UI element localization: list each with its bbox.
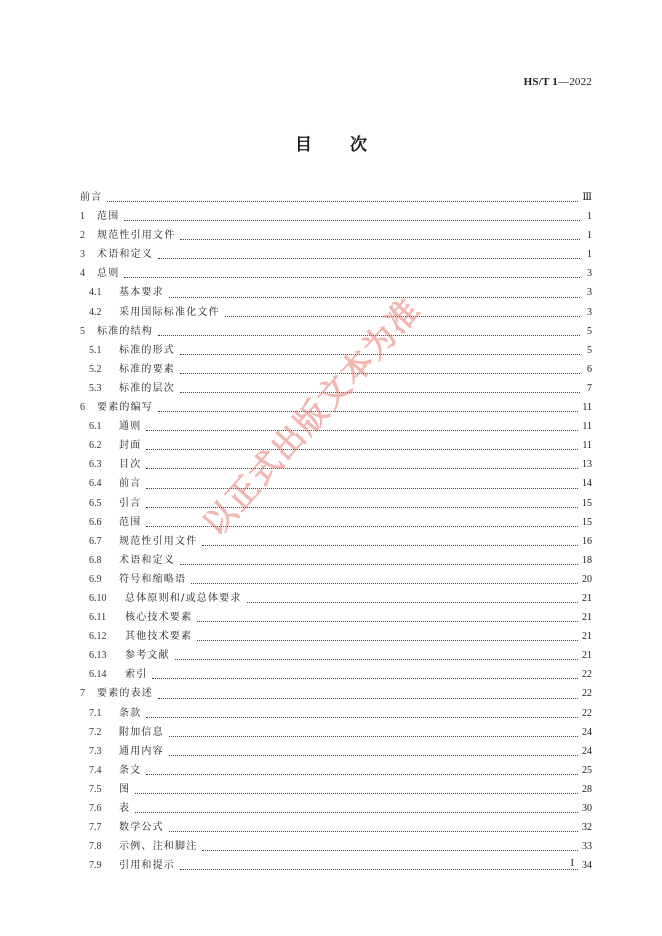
dot-leader [197,621,578,622]
toc-entry-number: 5.2 [89,363,102,375]
toc-entry-label: 范围 [119,516,142,528]
dot-leader [146,526,578,527]
toc-entry-number: 6.3 [89,459,102,471]
toc-entry-label: 采用国际标准化文件 [119,306,220,318]
toc-entry[interactable] [80,207,592,226]
toc-entry-number: 7.6 [89,803,102,814]
toc-entry-number: 4 [80,268,85,280]
toc-entry-page: 11 [582,440,592,452]
toc-entry[interactable] [80,589,592,608]
toc-entry-label: 术语和定义 [119,554,175,566]
toc-entry[interactable] [80,627,592,646]
dot-leader [146,449,578,450]
dot-leader [247,602,578,603]
toc-entry-number: 6.9 [89,573,102,585]
dot-leader [202,545,578,546]
dot-leader [169,755,578,756]
standard-code [524,76,592,88]
dot-leader [135,812,578,813]
toc-entry[interactable] [80,856,592,875]
toc-entry[interactable] [80,341,592,360]
toc-entry-page: 5 [587,344,592,356]
toc-entry-page: 6 [587,363,592,375]
toc-entry-label: 基本要求 [119,287,164,299]
dot-leader [146,488,578,489]
toc-entry-label: 总体原则和/或总体要求 [125,592,242,604]
toc-entry-number: 6.13 [89,650,107,662]
dot-leader [158,335,580,336]
dot-leader [158,258,580,259]
dot-leader [180,392,580,393]
toc-entry-number: 2 [80,230,85,242]
toc-entry-number: 7.8 [89,841,102,853]
dot-leader [146,774,578,775]
toc-entry[interactable] [80,322,592,341]
toc-entry[interactable] [80,532,592,551]
toc-entry[interactable] [80,799,592,818]
toc-entry-number: 6.8 [89,554,102,566]
toc-entry-label: 表 [119,803,131,814]
toc-entry-page: 3 [587,287,592,299]
toc-entry-page: 22 [582,707,592,719]
toc-entry-label: 通用内容 [119,745,164,757]
dot-leader [158,411,578,412]
toc-entry-label: 封面 [119,440,142,452]
toc-entry-page: 22 [582,669,592,681]
dot-leader [124,277,580,278]
dot-leader [169,297,580,298]
page-title: 目次 [295,135,405,155]
toc-entry[interactable] [80,551,592,570]
toc-entry-page: 21 [582,592,592,604]
toc-entry-number: 3 [80,249,85,261]
toc-entry-number: 5 [80,325,85,337]
dot-leader [191,583,578,584]
toc-entry-label: 条文 [119,764,142,776]
toc-entry-label: 其他技术要素 [125,631,193,643]
toc-entry-label: 总则 [97,268,120,280]
toc-entry-label: 参考文献 [125,650,170,662]
toc-entry[interactable] [80,684,592,703]
toc-entry-label: 通则 [119,421,142,433]
toc-entry-label: 引言 [119,497,142,509]
dot-leader [152,678,578,679]
toc-entry-number: 1 [80,211,85,223]
toc-entry-number: 5.1 [89,344,102,356]
toc-entry-label: 数学公式 [119,822,164,834]
toc-entry-label: 标准的层次 [119,382,175,394]
toc-entry-number: 7.9 [89,860,102,872]
toc-entry-label: 引用和提示 [119,860,175,872]
toc-entry-page: 15 [582,516,592,528]
toc-entry-number: 6.12 [89,631,107,643]
toc-entry[interactable] [80,417,592,436]
toc-entry[interactable] [80,494,592,513]
toc-entry[interactable] [80,818,592,837]
toc-entry-page: 1 [587,211,592,223]
dot-leader [146,717,578,718]
toc-entry[interactable] [80,665,592,684]
toc-entry-label: 示例、注和脚注 [119,841,198,853]
toc-entry-page: 15 [582,497,592,509]
toc-entry-page: 34 [582,860,592,872]
toc-entry-number: 6 [80,402,85,414]
toc-entry-label: 术语和定义 [97,249,153,261]
toc-entry-page: 1 [587,230,592,242]
toc-entry-label: 前言 [119,478,142,490]
dot-leader [175,659,578,660]
dot-leader [202,850,578,851]
toc-entry-number: 6.14 [89,669,107,681]
toc-entry-number: 6.5 [89,497,102,509]
toc-entry-page: 16 [582,535,592,547]
toc-entry[interactable] [80,360,592,379]
toc-entry[interactable] [80,780,592,799]
toc-entry-label: 附加信息 [119,726,164,738]
toc-entry[interactable] [80,761,592,780]
toc-entry-page: 18 [582,554,592,566]
toc-entry-page: 14 [582,478,592,490]
toc-entry-page: 3 [587,268,592,280]
toc-entry-page: 21 [582,631,592,643]
toc-entry-page: 1 [587,249,592,261]
toc-entry[interactable] [80,226,592,245]
toc-entry-number: 6.11 [89,612,107,624]
toc-entry-page: 3 [587,306,592,318]
toc-entry-label: 标准的结构 [97,325,153,337]
dot-leader [107,201,578,202]
toc-entry-label: 前言 [80,192,103,203]
toc-entry-label: 标准的要素 [119,363,175,375]
dot-leader [180,354,580,355]
toc-entry-label: 规范性引用文件 [119,535,198,547]
toc-entry-page: 11 [582,402,592,414]
toc-entry[interactable] [80,570,592,589]
toc-entry[interactable] [80,837,592,856]
dot-leader [124,220,580,221]
dot-leader [180,239,580,240]
toc-entry-page: 30 [582,803,592,814]
toc-entry[interactable] [80,704,592,723]
toc-entry[interactable] [80,303,592,322]
toc-entry-number: 6.7 [89,535,102,547]
toc-entry-label: 范围 [97,211,120,223]
toc-entry[interactable] [80,264,592,283]
dot-leader [169,736,578,737]
toc-entry-page: 21 [582,612,592,624]
toc-entry[interactable] [80,283,592,302]
toc-entry-number: 7.7 [89,822,102,834]
toc-entry-page: 25 [582,764,592,776]
watermark: 以正式出版文本为准 [195,290,429,544]
table-of-contents [80,188,592,875]
toc-entry[interactable] [80,245,592,264]
toc-entry-label: 要素的编写 [97,402,153,414]
toc-entry-number: 7.4 [89,764,102,776]
toc-entry-page: 11 [582,421,592,433]
toc-entry[interactable] [80,646,592,665]
toc-entry-number: 6.6 [89,516,102,528]
toc-entry[interactable] [80,436,592,455]
toc-entry-number: 6.4 [89,478,102,490]
toc-entry-page: Ⅲ [582,192,592,203]
toc-entry-number: 7 [80,688,85,700]
toc-entry-number: 7.2 [89,726,102,738]
dot-leader [197,640,578,641]
toc-entry[interactable] [80,513,592,532]
toc-entry-page: 32 [582,822,592,834]
toc-entry-number: 4.2 [89,306,102,318]
dot-leader [146,430,578,431]
dot-leader [146,468,578,469]
standard-number: HS/T 1 [523,76,558,88]
toc-entry-label: 索引 [125,669,148,681]
toc-entry[interactable] [80,474,592,493]
toc-entry-page: 24 [582,726,592,738]
toc-entry[interactable] [80,188,592,207]
dot-leader [180,869,578,870]
toc-entry-number: 4.1 [89,287,102,299]
toc-entry-number: 5.3 [89,382,102,394]
toc-entry-page: 21 [582,650,592,662]
toc-entry-label: 标准的形式 [119,344,175,356]
toc-entry-page: 24 [582,745,592,757]
toc-entry-number: 7.5 [89,783,102,795]
dot-leader [180,564,578,565]
standard-year: —2022 [558,76,592,88]
toc-entry-label: 规范性引用文件 [97,230,176,242]
toc-entry-number: 7.1 [89,707,102,719]
dot-leader [146,507,578,508]
toc-entry-page: 7 [587,382,592,394]
toc-entry-page: 20 [582,573,592,585]
toc-entry-label: 要素的表述 [97,688,153,700]
toc-entry-number: 6.2 [89,440,102,452]
toc-entry-page: 13 [582,459,592,471]
toc-entry-label: 条款 [119,707,142,719]
toc-entry[interactable] [80,455,592,474]
toc-entry-label: 图 [119,783,131,795]
page-number: I [570,858,574,869]
toc-entry-page: 22 [582,688,592,700]
toc-entry[interactable] [80,723,592,742]
toc-entry[interactable] [80,379,592,398]
toc-entry-label: 核心技术要素 [125,612,193,624]
dot-leader [180,373,580,374]
toc-entry-page: 5 [587,325,592,337]
toc-entry[interactable] [80,398,592,417]
dot-leader [225,316,580,317]
dot-leader [158,698,578,699]
toc-entry-number: 6.10 [89,592,107,604]
toc-entry-page: 33 [582,841,592,853]
toc-entry-number: 7.3 [89,745,102,757]
toc-entry-label: 符号和缩略语 [119,573,187,585]
toc-entry[interactable] [80,742,592,761]
dot-leader [135,793,578,794]
toc-entry-page: 28 [582,783,592,795]
toc-entry[interactable] [80,608,592,627]
dot-leader [169,831,578,832]
toc-entry-number: 6.1 [89,421,102,433]
toc-entry-label: 目次 [119,459,142,471]
